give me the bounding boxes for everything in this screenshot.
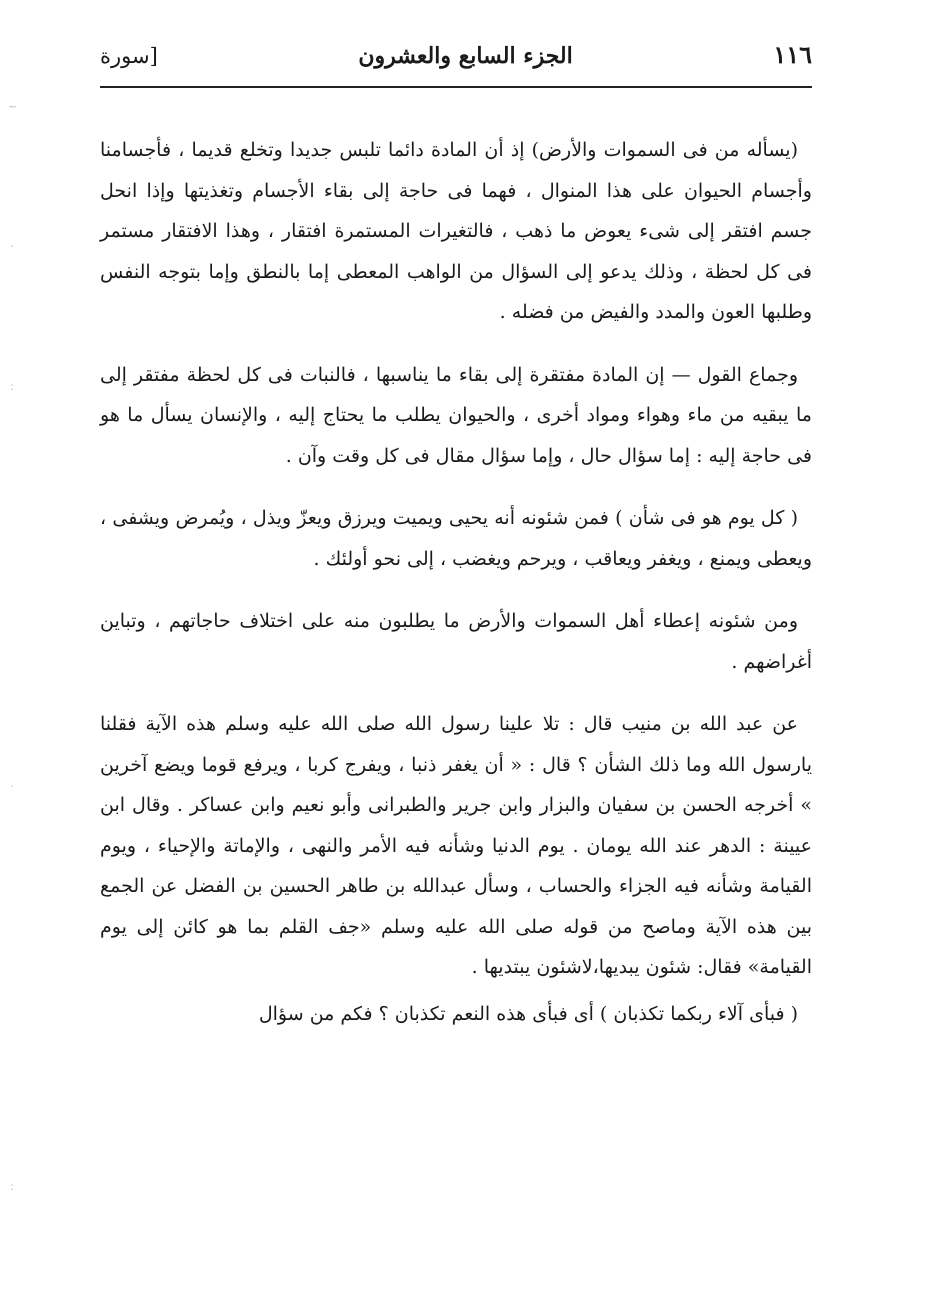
paragraph: ومن شئونه إعطاء أهل السموات والأرض ما يطلبون منه على اختلاف حاجاتهم ، وتباين أغراضهم . [100, 610, 812, 673]
page-body [100, 130, 812, 1034]
paragraph: ( فبأى آلاء ربكما تكذبان ) أى فبأى هذه النعم تكذبان ؟ فكم من سؤال [258, 1002, 798, 1025]
margin-mark: · [10, 240, 14, 253]
margin-mark: : [10, 1180, 14, 1193]
paragraph: (يسأله من فى السموات والأرض) إذ أن المادة دائما تلبس جديدا وتخلع قديما ، فأجسامنا وأجسام الحيوان على هذا المنوال ، فهما فى حاجة إلى بقاء الأجسام وتغذيتها وإذا انحل جسم افتقر إلى شىء يعوض ما ذهب ، فالتغيرات المستمرة افتقار ، وهذا الافتقار مستمر فى كل لحظة ، وذلك يدعو إلى السؤال من الواهب المعطى إما بالنطق وإما بتوجه النفس وطلبها العون والمدد والفيض من فضله . [100, 139, 812, 323]
margin-mark: · [10, 780, 14, 793]
page-number: ١١٦ [773, 40, 812, 69]
margin-mark: ~ [8, 100, 18, 113]
page-header [100, 40, 812, 88]
margin-artifacts [0, 0, 60, 1311]
book-page [100, 40, 812, 1290]
part-title: الجزء السابع والعشرون [358, 43, 573, 69]
margin-mark: : [10, 380, 14, 393]
paragraph: ( كل يوم هو فى شأن ) فمن شئونه أنه يحيى ويميت ويرزق ويعزّ ويذل ، ويُمرض ويشفى ، ويعطى ويمنع ، ويغفر ويعاقب ، ويرحم ويغضب ، إلى نحو أولئك . [100, 507, 812, 570]
surah-label: [سورة [100, 44, 158, 68]
paragraph: عن عبد الله بن منيب قال : تلا علينا رسول الله صلى الله عليه وسلم هذه الآية فقلنا يارسول الله وما ذلك الشأن ؟ قال : « أن يغفر ذنبا ، ويفرج كربا ، ويرفع قوما ويضع آخرين » أخرجه الحسن بن سفيان والبزار وابن جرير والطبرانى وأبو نعيم وابن عساكر . وقال ابن عيينة : الدهر عند الله يومان . يوم الدنيا وشأنه فيه الأمر والنهى ، والإماتة والإحياء ، ويوم القيامة وشأنه فيه الجزاء والحساب ، وسأل عبدالله بن طاهر الحسين بن الفضل عن الجمع بين هذه الآية وماصح من قوله صلى الله عليه وسلم «جف القلم بما هو كائن إلى يوم القيامة» فقال: شئون يبديها،لاشئون يبتديها . [100, 713, 812, 978]
paragraph: وجماع القول — إن المادة مفتقرة إلى بقاء ما يناسبها ، فالنبات فى كل لحظة مفتقر إلى ما يبقيه من ماء وهواء ومواد أخرى ، والحيوان يطلب ما يحتاج إليه ، والإنسان يسأل ما هو فى حاجة إليه : إما سؤال حال ، وإما سؤال مقال فى كل وقت وآن . [100, 363, 812, 467]
